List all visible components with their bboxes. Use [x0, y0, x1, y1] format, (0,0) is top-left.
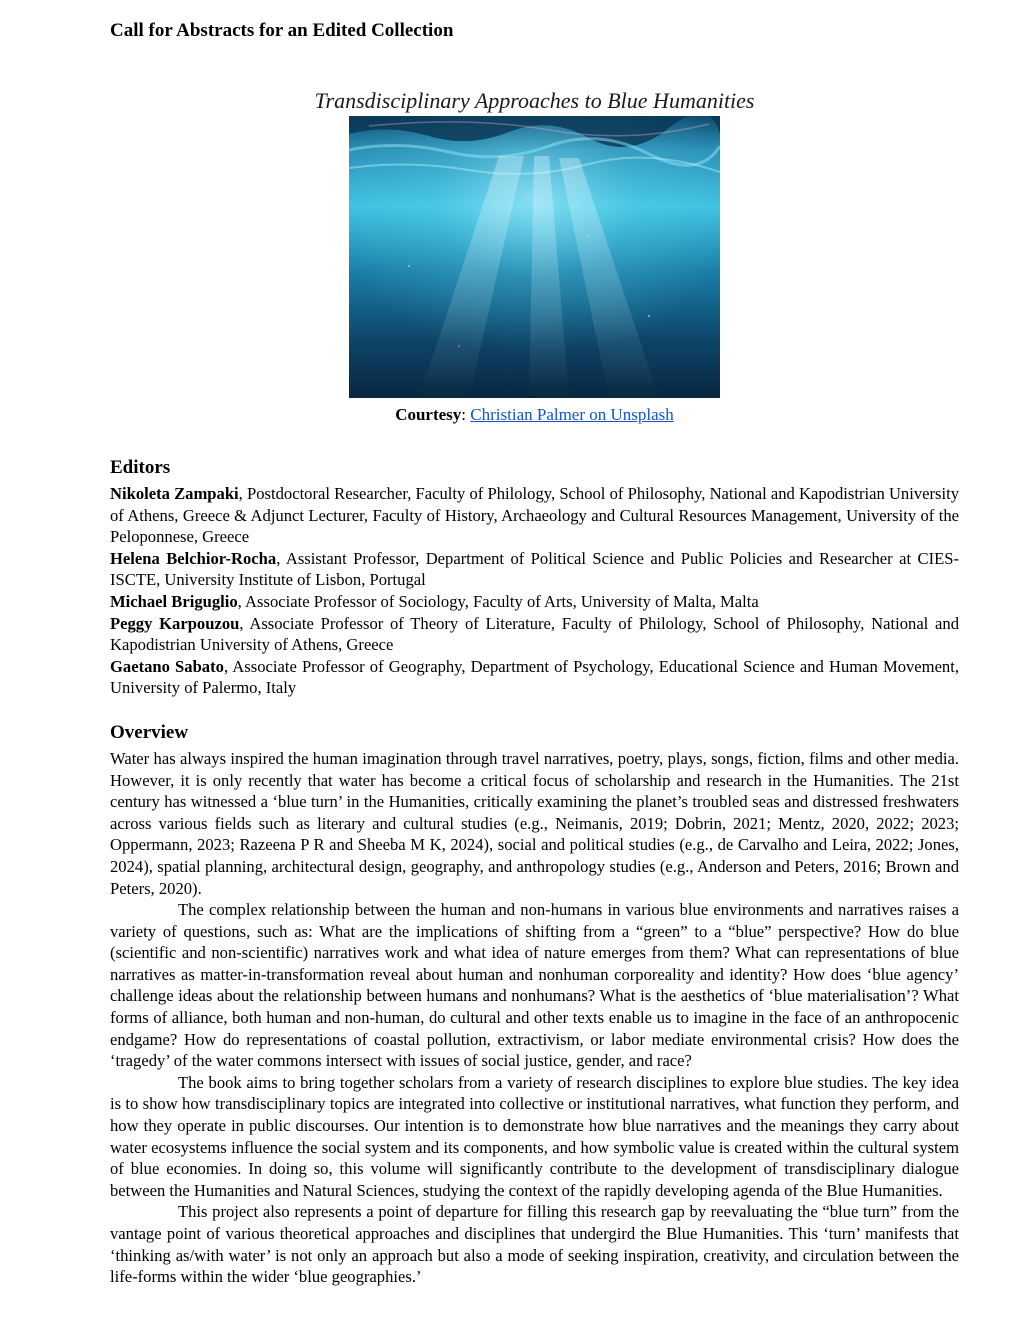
editor-name: Peggy Karpouzou [110, 613, 240, 633]
image-credit [110, 404, 959, 426]
editor-entry [110, 591, 959, 613]
editor-affiliation: , Postdoctoral Researcher, Faculty of Philology, School of Philosophy, National and Kapodistrian University of Athens, Greece & Adjunct Lecturer, Faculty of History, Archaeology and Cultural Resources Management, University of the Peloponnese, Greece [110, 484, 960, 547]
page-title: Call for Abstracts for an Edited Collection [110, 20, 454, 41]
editor-affiliation: , Associate Professor of Sociology, Faculty of Arts, University of Malta, Malta [237, 591, 759, 611]
overview-heading: Overview [110, 721, 189, 743]
photographer-link[interactable]: Christian Palmer on Unsplash [470, 405, 674, 424]
editor-name: Helena Belchior-Rocha [110, 548, 277, 568]
document-page [110, 18, 959, 1288]
underwater-photo [349, 116, 720, 398]
overview-paragraph: This project also represents a point of departure for filling this research gap by reevaluating the “blue turn” from the vantage point of various theoretical approaches and disciplines that undergird the Blue Humanities. This ‘turn’ manifests that ‘thinking as/with water’ is not only an approach but also a mode of seeking inspiration, creativity, and circulation between the life-forms within the wider ‘blue geographies.’ [110, 1202, 959, 1287]
overview-paragraph: The complex relationship between the human and non-humans in various blue environments and narratives raises a variety of questions, such as: What are the implications of shifting from a “green” to a “blue” perspective? How do blue (scientific and non-scientific) narratives work and what idea of nature emerges from them? What can representations of blue narratives as matter-in-transformation reveal about human and nonhuman corporeality and identity? How does ‘blue agency’ challenge ideas about the relationship between humans and nonhumans? What is the aesthetics of ‘blue materialisation’? What forms of alliance, both human and non-human, do cultural and other texts enable us to imagine in the face of an anthropocenic endgame? How do representations of coastal pollution, extractivism, or labor mediate environmental crisis? How does the ‘tragedy’ of the water commons intersect with issues of social justice, gender, and race? [110, 900, 959, 1071]
editor-entry [110, 656, 959, 699]
editor-name: Nikoleta Zampaki [110, 484, 239, 503]
editors-heading: Editors [110, 457, 171, 478]
editor-affiliation: , Assistant Professor, Department of Political Science and Public Policies and Researcher at CIES-ISCTE, University Institute of Lisbon, Portugal [110, 548, 959, 590]
underwater-photo-art [349, 116, 720, 398]
editor-name: Gaetano Sabato [110, 656, 224, 676]
editor-affiliation: , Associate Professor of Theory of Literature, Faculty of Philology, School of Philosophy, National and Kapodistrian University of Athens, Greece [110, 613, 959, 655]
editor-entry [110, 548, 959, 591]
courtesy-separator: : [461, 405, 471, 424]
editor-affiliation: , Associate Professor of Geography, Department of Psychology, Educational Science and Human Movement, University of Palermo, Italy [110, 656, 959, 698]
overview-paragraph: The book aims to bring together scholars from a variety of research disciplines to explore blue studies. The key idea is to show how transdisciplinary topics are integrated into collective or institutional narratives, what function they perform, and how they operate in public discourses. Our intention is to demonstrate how blue narratives and the meanings they carry about water ecosystems influence the social system and its components, and how symbolic value is created within the cultural system of blue economies. In doing so, this volume will significantly contribute to the development of transdisciplinary dialogue between the Humanities and Natural Sciences, studying the context of the rapidly developing agenda of the Blue Humanities. [110, 1072, 959, 1200]
editor-entry [110, 613, 959, 656]
overview-paragraph: Water has always inspired the human imagination through travel narratives, poetry, plays, songs, fiction, films and other media. However, it is only recently that water has become a critical focus of scholarship and research in the Humanities. The 21st century has witnessed a ‘blue turn’ in the Humanities, critically examining the planet’s troubled seas and distressed freshwaters across various fields such as literary and cultural studies (e.g., Neimanis, 2019; Dobrin, 2021; Mentz, 2020, 2022; 2023; Oppermann, 2023; Razeena P R and Sheeba M K, 2024), social and political studies (e.g., de Carvalho and Leira, 2022; Jones, 2024), spatial planning, architectural design, geography, and anthropology studies (e.g., Anderson and Peters, 2016; Brown and Peters, 2020). [110, 748, 959, 898]
courtesy-label: Courtesy [395, 405, 462, 424]
collection-subtitle: Transdisciplinary Approaches to Blue Humanities [314, 88, 755, 113]
editor-entry [110, 483, 959, 548]
editor-name: Michael Briguglio [110, 591, 238, 611]
